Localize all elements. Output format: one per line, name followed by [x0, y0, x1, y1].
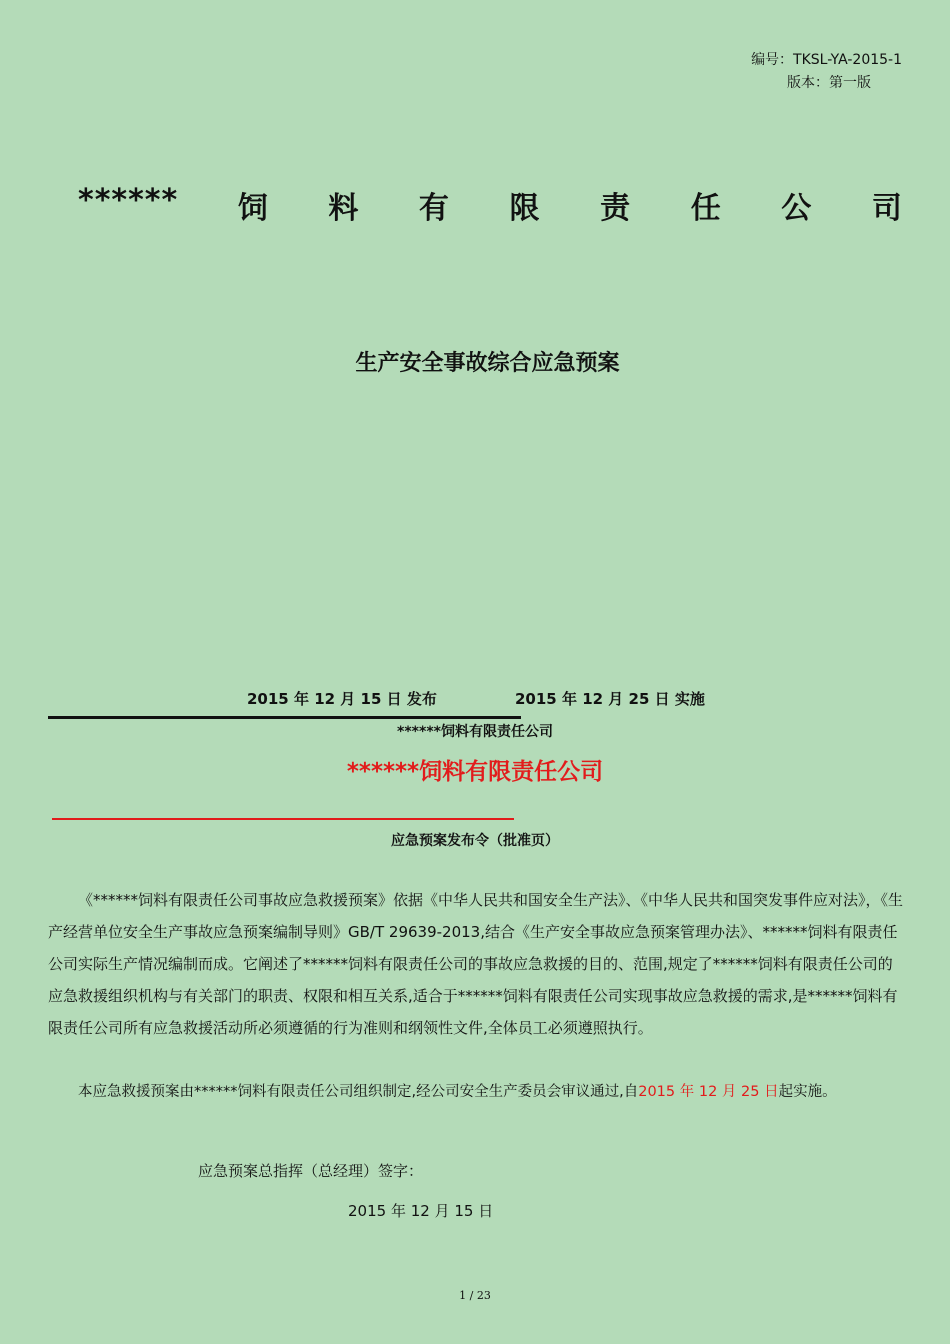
company-title-char: 任 [690, 191, 722, 226]
company-title [78, 183, 903, 227]
company-name-small: ******饲料有限责任公司 [397, 724, 553, 740]
document-version: 版本：第一版 [787, 75, 871, 91]
company-title-char: 有 [418, 191, 450, 226]
implement-date: 2015 年 12 月 25 日 实施 [515, 690, 705, 708]
para2-end: 起实施。 [778, 1084, 837, 1100]
para2-text: 本应急救援预案由******饲料有限责任公司组织制定,经公司安全生产委员会审议通过,自 [78, 1084, 639, 1100]
company-title-char: 限 [509, 191, 541, 226]
plan-title: 生产安全事故综合应急预案 [355, 351, 620, 376]
divider-black [48, 716, 521, 719]
implement-date-highlight: 2015 年 12 月 25 日 [638, 1084, 779, 1100]
company-title-char: ****** [78, 183, 179, 218]
page-number: 1 / 23 [459, 1289, 491, 1302]
body-paragraph-2 [48, 1076, 903, 1108]
company-title-char: 责 [600, 191, 632, 226]
release-order-title: 应急预案发布令（批准页） [391, 833, 559, 849]
signature-label: 应急预案总指挥（总经理）签字： [198, 1162, 424, 1180]
body-paragraph-1: 《******饲料有限责任公司事故应急救援预案》依据《中华人民共和国安全生产法》、《中华人民共和国突发事件应对法》，《生产经营单位安全生产事故应急预案编制导则》GB/T 29639-2013,结合《生产安全事故应急预案管理办法》、******饲料有限责任公司实际生产情况编制而成。它阐述了******饲料有限责任公司的事故应急救援的目的、范围,规定了******饲料有限责任公司的应急救援组织机构与有关部门的职责、权限和相互关系,适合于******饲料有限责任公司实现事故应急救援的需求,是******饲料有限责任公司所有应急救援活动所必须遵循的行为准则和纲领性文件,全体员工必须遵照执行。 [48, 891, 904, 1037]
divider-red [52, 818, 514, 820]
signature-date: 2015 年 12 月 15 日 [348, 1202, 494, 1220]
publish-date: 2015 年 12 月 15 日 发布 [247, 690, 437, 708]
company-title-char: 料 [328, 191, 360, 226]
company-title-char: 饲 [237, 191, 269, 226]
company-title-char: 司 [871, 191, 903, 226]
document-number: 编号：TKSL-YA-2015-1 [751, 52, 902, 68]
company-name-red: ******饲料有限责任公司 [346, 759, 604, 785]
company-title-char: 公 [781, 191, 813, 226]
